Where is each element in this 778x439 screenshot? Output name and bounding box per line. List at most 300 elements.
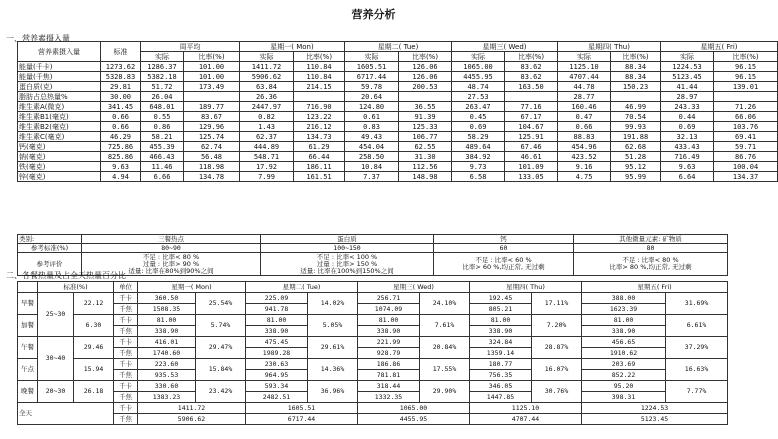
actual-subheader: 实际 [240, 52, 294, 62]
unit-kcal: 千卡 [114, 403, 138, 414]
actual-value: 263.47 [452, 102, 505, 112]
actual-value: 44.78 [558, 82, 611, 92]
nutrient-standard: 341.45 [101, 102, 141, 112]
meal-row-kcal [18, 293, 728, 304]
meal-kj-value: 941.78 [246, 304, 308, 315]
meal-kj-value: 1623.39 [582, 304, 666, 315]
actual-value: 455.39 [141, 142, 184, 152]
meal-percent-value: 7.77% [666, 381, 728, 403]
meal-percent-value: 23.42% [196, 381, 246, 403]
meal-day-header: 星期二( Tue) [246, 282, 358, 293]
meal-kcal-value: 223.60 [138, 359, 196, 370]
actual-value: 6.66 [141, 172, 184, 182]
meal-percent-value: 24.10% [420, 293, 470, 315]
actual-value: 243.33 [661, 102, 714, 112]
meal-percent-value: 36.96% [308, 381, 358, 403]
meal-row-kcal [18, 359, 728, 370]
total-kj-value: 5906.62 [138, 414, 246, 425]
meal-kcal-value: 330.60 [138, 381, 196, 392]
actual-subheader: 实际 [661, 52, 714, 62]
unit-kcal: 千卡 [114, 293, 138, 304]
ratio-value: 104.67 [505, 122, 558, 132]
ratio-value: 99.93 [611, 122, 661, 132]
actual-value: 27.53 [452, 92, 505, 102]
meal-percent-value: 29.90% [420, 381, 470, 403]
ratio-value: 173.49 [184, 82, 240, 92]
actual-value: 48.74 [452, 82, 505, 92]
nutrient-row [18, 132, 778, 142]
nutrient-row [18, 142, 778, 152]
meal-kcal-value: 360.50 [138, 293, 196, 304]
ref-eval-line: 不足 : 比率< 80 % [622, 256, 679, 264]
actual-value: 4.75 [558, 172, 611, 182]
meal-kcal-value: 416.01 [138, 337, 196, 348]
actual-value: 11.46 [141, 162, 184, 172]
ref-category-protein: 蛋白质 [261, 235, 434, 244]
ratio-value: 148.98 [399, 172, 452, 182]
actual-value: 0.47 [558, 112, 611, 122]
meal-standard: 26.18 [74, 381, 114, 403]
nutrient-standard: 29.81 [101, 82, 141, 92]
day-group-header: 星期五( Fri) [661, 42, 778, 52]
meal-kj-value: 1508.35 [138, 304, 196, 315]
ratio-value: 118.98 [184, 162, 240, 172]
ratio-value: 101.00 [184, 72, 240, 82]
ratio-value: 70.54 [611, 112, 661, 122]
ratio-value: 86.76 [714, 152, 778, 162]
ratio-value: 125.91 [505, 132, 558, 142]
ref-eval-line: 不足 : 比率< 100 % [316, 252, 378, 261]
ratio-value: 112.56 [399, 162, 452, 172]
nutrient-header-row [18, 42, 778, 52]
ref-standard-protein: 100~150 [261, 244, 434, 253]
actual-value: 49.43 [345, 132, 399, 142]
meal-corner [18, 282, 38, 293]
meal-row-kj [18, 326, 728, 337]
actual-value: 423.52 [558, 152, 611, 162]
ratio-value: 129.96 [184, 122, 240, 132]
ratio-value: 62.68 [611, 142, 661, 152]
ratio-value: 191.88 [611, 132, 661, 142]
nutrient-standard: 725.86 [101, 142, 141, 152]
ratio-value: 200.53 [399, 82, 452, 92]
nutrient-intake-table [17, 41, 778, 182]
actual-value: 0.86 [141, 122, 184, 132]
nutrient-corner-header: 营养素摄入量 [18, 42, 101, 62]
ref-standard-label: 参考标准(%) [18, 244, 82, 253]
meal-standard-header: 标准(%) [38, 282, 114, 293]
meal-percent-value: 5.74% [196, 315, 246, 337]
unit-kcal: 千卡 [114, 381, 138, 392]
meal-kj-value: 1359.14 [470, 348, 532, 359]
meal-name: 晚餐 [18, 381, 38, 403]
actual-subheader: 实际 [345, 52, 399, 62]
ratio-value: 66.44 [294, 152, 345, 162]
ratio-value: 126.06 [399, 72, 452, 82]
ratio-value: 83.67 [184, 112, 240, 122]
meal-kcal-value: 81.00 [582, 315, 666, 326]
total-kcal-value: 1411.72 [138, 403, 246, 414]
unit-kcal: 千卡 [114, 337, 138, 348]
meal-kj-value: 1910.62 [582, 348, 666, 359]
nutrient-name: 维生素B1(毫克) [18, 112, 101, 122]
nutrient-row [18, 122, 778, 132]
actual-value: 1605.51 [345, 62, 399, 72]
meal-kcal-value: 186.86 [358, 359, 420, 370]
actual-value: 160.46 [558, 102, 611, 112]
total-kj-value: 4707.44 [470, 414, 582, 425]
ratio-value [714, 92, 778, 102]
meal-day-header: 星期三( Wed) [358, 282, 470, 293]
total-kcal-value: 1605.51 [246, 403, 358, 414]
actual-value: 28.97 [661, 92, 714, 102]
actual-value: 51.72 [141, 82, 184, 92]
nutrient-name: 锌(毫克) [18, 172, 101, 182]
ratio-value: 134.73 [294, 132, 345, 142]
standard-column-header: 标准 [101, 42, 141, 62]
ratio-value: 96.15 [714, 72, 778, 82]
meal-standard: 6.30 [74, 315, 114, 337]
meal-percent-value: 16.63% [666, 359, 728, 381]
meal-kj-value: 1332.35 [358, 392, 420, 403]
ref-eval-line: 比率> 80 %,均正常, 无过剩 [609, 263, 692, 271]
actual-value: 28.77 [558, 92, 611, 102]
actual-value: 62.37 [240, 132, 294, 142]
day-group-header: 星期二( Tue) [345, 42, 452, 52]
meal-percent-value: 29.47% [196, 337, 246, 359]
ratio-value [611, 92, 661, 102]
meal-kj-value: 398.31 [582, 392, 666, 403]
ref-standard-meals: 80~90 [82, 244, 261, 253]
ratio-subheader: 比率(%) [399, 52, 452, 62]
actual-value: 7.37 [345, 172, 399, 182]
ratio-value: 59.71 [714, 142, 778, 152]
ratio-subheader: 比率(%) [184, 52, 240, 62]
nutrient-standard: 9.63 [101, 162, 141, 172]
meal-kj-value: 338.90 [246, 326, 308, 337]
actual-value: 1411.72 [240, 62, 294, 72]
ratio-value: 134.37 [714, 172, 778, 182]
meal-standard: 15.94 [74, 359, 114, 381]
ratio-value: 67.17 [505, 112, 558, 122]
actual-value: 0.61 [345, 112, 399, 122]
actual-value: 0.45 [452, 112, 505, 122]
total-kcal-value: 1125.10 [470, 403, 582, 414]
meal-row-kj [18, 304, 728, 315]
actual-value: 1224.53 [661, 62, 714, 72]
ref-eval-line: 适量: 比率在80%到90%之间 [128, 266, 214, 275]
nutrient-row [18, 92, 778, 102]
nutrient-standard: 4.94 [101, 172, 141, 182]
actual-value: 20.64 [345, 92, 399, 102]
meal-range: 25~30 [38, 293, 74, 337]
total-row-kj [18, 414, 728, 425]
meal-percent-value: 17.11% [532, 293, 582, 315]
unit-kj: 千焦 [114, 326, 138, 337]
meal-kcal-value: 180.77 [470, 359, 532, 370]
actual-value: 648.01 [141, 102, 184, 112]
section-meal-energy-heading: 二、各餐热量及占全天热量百分比 [6, 271, 126, 280]
nutrient-row [18, 102, 778, 112]
meal-kcal-value: 388.00 [582, 293, 666, 304]
ratio-value: 125.33 [399, 122, 452, 132]
nutrient-name: 脂肪占总热量% [18, 92, 101, 102]
ratio-value: 91.39 [399, 112, 452, 122]
ratio-value: 100.04 [714, 162, 778, 172]
meal-name: 加餐 [18, 315, 38, 337]
ref-category-meals: 三餐热点 [82, 235, 261, 244]
meal-percent-value: 25.54% [196, 293, 246, 315]
unit-kj: 千焦 [114, 370, 138, 381]
actual-value: 384.92 [452, 152, 505, 162]
actual-value: 4455.95 [452, 72, 505, 82]
day-group-header: 星期三( Wed) [452, 42, 558, 52]
ratio-value: 150.23 [611, 82, 661, 92]
nutrient-name: 维生素B2(毫克) [18, 122, 101, 132]
meal-standard: 29.46 [74, 337, 114, 359]
meal-kj-value: 1740.60 [138, 348, 196, 359]
nutrient-standard: 1273.62 [101, 62, 141, 72]
meal-kj-value: 1989.28 [246, 348, 308, 359]
day-group-header: 星期四( Thu) [558, 42, 661, 52]
meal-kj-value: 1447.85 [470, 392, 532, 403]
meal-row-kj [18, 392, 728, 403]
ref-standard-minerals: 80 [574, 244, 728, 253]
meal-range: 30~40 [38, 337, 74, 381]
actual-value: 6717.44 [345, 72, 399, 82]
actual-value: 4707.44 [558, 72, 611, 82]
actual-value: 10.84 [345, 162, 399, 172]
meal-kcal-value: 324.84 [470, 337, 532, 348]
ratio-value: 62.74 [184, 142, 240, 152]
ratio-subheader: 比率(%) [611, 52, 661, 62]
ratio-value: 126.06 [399, 62, 452, 72]
ratio-value: 56.48 [184, 152, 240, 162]
nutrient-standard: 0.66 [101, 122, 141, 132]
meal-row-kcal [18, 315, 728, 326]
actual-value: 548.71 [240, 152, 294, 162]
ref-eval-label: 参考评价 [18, 253, 82, 276]
ratio-value: 134.78 [184, 172, 240, 182]
meal-kcal-value: 192.45 [470, 293, 532, 304]
actual-value: 1065.00 [452, 62, 505, 72]
meal-kcal-value: 346.05 [470, 381, 532, 392]
ratio-value: 71.26 [714, 102, 778, 112]
actual-value: 0.82 [240, 112, 294, 122]
ratio-value: 133.05 [505, 172, 558, 182]
ratio-value [294, 92, 345, 102]
meal-kj-value: 338.90 [470, 326, 532, 337]
ratio-subheader: 比率(%) [714, 52, 778, 62]
actual-value: 88.83 [558, 132, 611, 142]
ref-eval-line: 不足 : 比率< 60 % [475, 256, 532, 264]
nutrient-standard: 46.29 [101, 132, 141, 142]
ratio-value: 106.77 [399, 132, 452, 142]
meal-percent-value: 20.84% [420, 337, 470, 359]
actual-value: 59.78 [345, 82, 399, 92]
meal-percent-value: 37.29% [666, 337, 728, 359]
unit-kj: 千焦 [114, 392, 138, 403]
ratio-value: 110.84 [294, 72, 345, 82]
nutrient-name: 能量(千卡) [18, 62, 101, 72]
nutrient-row [18, 62, 778, 72]
actual-subheader: 实际 [141, 52, 184, 62]
ref-eval-calcium [434, 253, 574, 276]
meal-day-header: 星期一( Mon) [138, 282, 246, 293]
actual-value: 58.21 [141, 132, 184, 142]
meal-percent-value: 14.02% [308, 293, 358, 315]
meal-name: 早餐 [18, 293, 38, 315]
nutrient-name: 铁(毫克) [18, 162, 101, 172]
actual-value: 0.55 [141, 112, 184, 122]
actual-value: 124.80 [345, 102, 399, 112]
ratio-value: 66.06 [714, 112, 778, 122]
nutrient-name: 蛋白质(克) [18, 82, 101, 92]
ref-eval-minerals [574, 253, 728, 276]
ratio-value [505, 92, 558, 102]
ref-eval-line: 比率> 60 %,均正常, 无过剩 [462, 263, 545, 271]
ref-category-minerals: 其他微量元素: 矿物质 [574, 235, 728, 244]
ratio-subheader: 比率(%) [294, 52, 345, 62]
nutrient-row [18, 82, 778, 92]
unit-kj: 千焦 [114, 414, 138, 425]
meal-kj-value: 1074.09 [358, 304, 420, 315]
ref-eval-line: 过量 : 比率> 90 % [142, 259, 200, 268]
unit-kcal: 千卡 [114, 315, 138, 326]
ratio-value: 95.12 [611, 162, 661, 172]
actual-value: 258.50 [345, 152, 399, 162]
actual-subheader: 实际 [558, 52, 611, 62]
ref-standard-calcium: 60 [434, 244, 574, 253]
actual-value: 489.64 [452, 142, 505, 152]
meal-kcal-value: 221.99 [358, 337, 420, 348]
meal-name: 午餐 [18, 337, 38, 359]
nutrient-name: 能量(千焦) [18, 72, 101, 82]
meal-percent-value: 17.55% [420, 359, 470, 381]
ref-category-label: 类别: [18, 235, 82, 244]
actual-value: 26.36 [240, 92, 294, 102]
meal-kj-value: 928.79 [358, 348, 420, 359]
nutrient-name: 钠(毫克) [18, 152, 101, 162]
meal-kj-value: 338.90 [582, 326, 666, 337]
meal-row-kj [18, 370, 728, 381]
unit-kcal: 千卡 [114, 359, 138, 370]
ratio-value: 36.55 [399, 102, 452, 112]
meal-kcal-value: 593.34 [246, 381, 308, 392]
actual-value: 5382.18 [141, 72, 184, 82]
nutrient-name: 维生素A(微克) [18, 102, 101, 112]
total-row-kcal [18, 403, 728, 414]
report-title: 营养分析 [351, 8, 396, 21]
nutrient-row [18, 72, 778, 82]
meal-row-kcal [18, 337, 728, 348]
ratio-value: 110.84 [294, 62, 345, 72]
unit-kj: 千焦 [114, 348, 138, 359]
meal-kj-value: 805.21 [470, 304, 532, 315]
actual-value: 26.04 [141, 92, 184, 102]
actual-value: 454.96 [558, 142, 611, 152]
actual-value: 41.44 [661, 82, 714, 92]
actual-value: 1.43 [240, 122, 294, 132]
ratio-value: 96.15 [714, 62, 778, 72]
ratio-value: 83.62 [505, 62, 558, 72]
ratio-value: 103.76 [714, 122, 778, 132]
actual-value: 0.83 [345, 122, 399, 132]
ratio-value: 139.01 [714, 82, 778, 92]
ratio-value: 31.30 [399, 152, 452, 162]
meal-percent-value: 5.05% [308, 315, 358, 337]
meal-percent-value: 14.36% [308, 359, 358, 381]
meal-header-row [18, 282, 728, 293]
nutrient-row [18, 152, 778, 162]
total-kj-value: 6717.44 [246, 414, 358, 425]
actual-value: 5123.45 [661, 72, 714, 82]
actual-value: 0.69 [452, 122, 505, 132]
actual-value: 1286.37 [141, 62, 184, 72]
meal-kj-value: 338.90 [358, 326, 420, 337]
ref-eval-line: 适量: 比率在100%到150%之间 [300, 266, 394, 275]
nutrient-standard: 5328.83 [101, 72, 141, 82]
meal-kcal-value: 81.00 [470, 315, 532, 326]
actual-value: 716.49 [661, 152, 714, 162]
meal-kcal-value: 81.00 [138, 315, 196, 326]
meal-standard: 22.12 [74, 293, 114, 315]
actual-value: 63.84 [240, 82, 294, 92]
meal-kj-value: 964.95 [246, 370, 308, 381]
ratio-value: 125.74 [184, 132, 240, 142]
ratio-value: 69.41 [714, 132, 778, 142]
meal-kcal-value: 475.45 [246, 337, 308, 348]
ratio-value: 88.34 [611, 62, 661, 72]
meal-kj-value: 1383.23 [138, 392, 196, 403]
meal-name: 午点 [18, 359, 38, 381]
ratio-value: 123.22 [294, 112, 345, 122]
meal-percent-value: 7.20% [532, 315, 582, 337]
meal-kcal-value: 225.09 [246, 293, 308, 304]
meal-kj-value: 338.90 [138, 326, 196, 337]
meal-kj-value: 781.81 [358, 370, 420, 381]
actual-value: 444.89 [240, 142, 294, 152]
ratio-value [184, 92, 240, 102]
ratio-value: 77.16 [505, 102, 558, 112]
nutrient-standard: 825.86 [101, 152, 141, 162]
actual-value: 5906.62 [240, 72, 294, 82]
ratio-value: 46.61 [505, 152, 558, 162]
ratio-value: 101.09 [505, 162, 558, 172]
ratio-value: 51.28 [611, 152, 661, 162]
nutrient-standard: 0.66 [101, 112, 141, 122]
actual-value: 0.69 [661, 122, 714, 132]
ratio-value: 88.34 [611, 72, 661, 82]
day-group-header: 星期一( Mon) [240, 42, 345, 52]
meal-range: 20~30 [38, 381, 74, 403]
ratio-value: 46.99 [611, 102, 661, 112]
ratio-value [399, 92, 452, 102]
meal-day-header: 星期四( Thu) [470, 282, 582, 293]
meal-energy-table [17, 281, 728, 425]
meal-row-kcal [18, 381, 728, 392]
nutrient-name: 钙(毫克) [18, 142, 101, 152]
nutrient-standard: 30.00 [101, 92, 141, 102]
ratio-value: 186.11 [294, 162, 345, 172]
meal-kcal-value: 230.63 [246, 359, 308, 370]
nutrient-row [18, 172, 778, 182]
meal-percent-value: 6.61% [666, 315, 728, 337]
ratio-value: 716.90 [294, 102, 345, 112]
meal-kcal-value: 256.71 [358, 293, 420, 304]
ratio-value: 216.12 [294, 122, 345, 132]
meal-kj-value: 2482.51 [246, 392, 308, 403]
